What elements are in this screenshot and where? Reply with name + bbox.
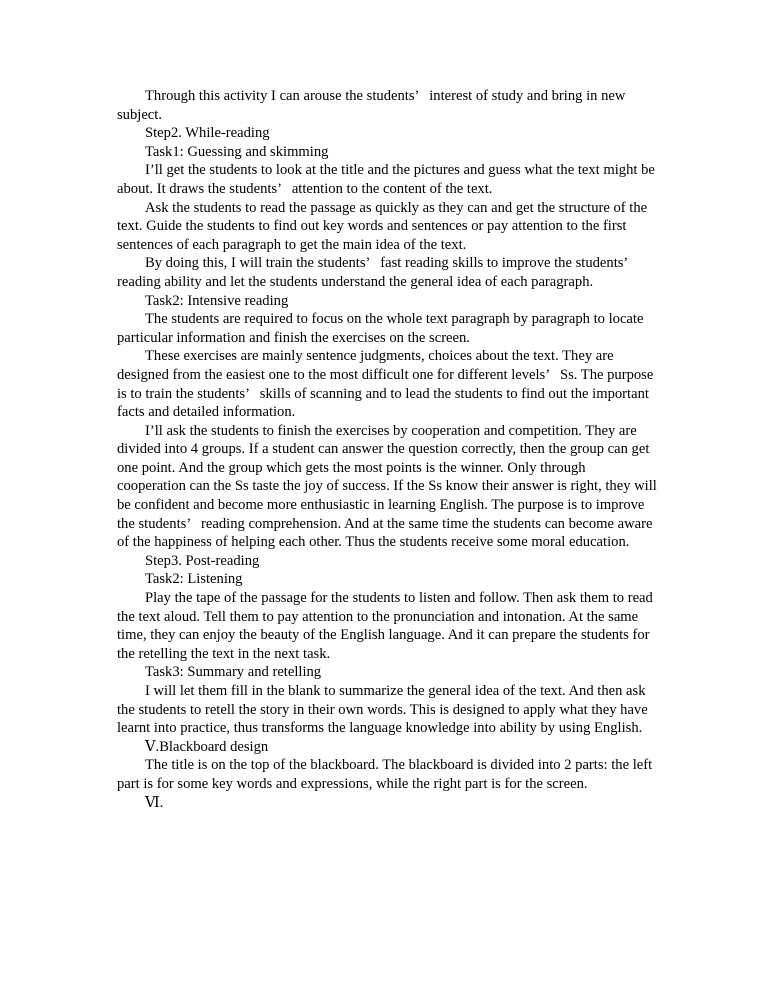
paragraph-read-quickly: Ask the students to read the passage as quickly as they can and get the structure of the text. Guide the students to find out key words and sentences or pay attention to the first sentences of each paragraph to get the main idea of the text. bbox=[117, 199, 651, 253]
heading-step3-post-reading: Step3. Post-reading bbox=[145, 552, 260, 569]
paragraph-summarize-retell: I will let them fill in the blank to summarize the general idea of the text. And then ask the students to retell the story in their own words. This is designed to apply what they have learnt into practice, thus transforms the language knowledge into ability by using English. bbox=[117, 683, 652, 737]
heading-task2-listening: Task2: Listening bbox=[145, 571, 243, 588]
paragraph-cooperation-competition: I’ll ask the students to finish the exercises by cooperation and competition. They are divided into 4 groups. If a student can answer the question correctly, then the group can get one point. And the group which gets the most points is the winner. Only through cooperation can the Ss taste the joy of success. If the Ss know their answer is right, they will be confident and become more enthusiastic in learning English. The purpose is to improve the students’ reading comprehension. And at the same time the students can become aware of the happiness of helping each other. Thus the students receive some moral education. bbox=[117, 422, 661, 551]
heading-task3-summary-retelling: Task3: Summary and retelling bbox=[145, 664, 322, 681]
heading-task2-intensive-reading: Task2: Intensive reading bbox=[145, 292, 289, 309]
paragraph-guess-title: I’ll get the students to look at the title and the pictures and guess what the text might be about. It draws the students’ attention to the content of the text. bbox=[117, 162, 659, 197]
paragraph-fast-reading-skills: By doing this, I will train the students’ fast reading skills to improve the students’ reading ability and let the students understand the general idea of each paragraph. bbox=[117, 255, 639, 290]
paragraph-blackboard-layout: The title is on the top of the blackboard. The blackboard is divided into 2 parts: the left part is for some key words and expressions, while the right part is for the screen. bbox=[117, 757, 656, 792]
document-body bbox=[117, 87, 661, 812]
paragraph-locate-information: The students are required to focus on the whole text paragraph by paragraph to locate particular information and finish the exercises on the screen. bbox=[117, 311, 648, 346]
heading-blackboard-design: Ⅴ.Blackboard design bbox=[145, 738, 269, 755]
heading-step2-while-reading: Step2. While-reading bbox=[145, 125, 270, 142]
heading-task1-guessing-skimming: Task1: Guessing and skimming bbox=[145, 143, 329, 160]
paragraph-exercises-description: These exercises are mainly sentence judgments, choices about the text. They are designed from the easiest one to the most difficult one for different levels’ Ss. The purpose is to train the students’ skills of scanning and to lead the students to find out the important facts and detailed information. bbox=[117, 348, 657, 421]
paragraph-activity-purpose: Through this activity I can arouse the students’ interest of study and bring in new subject. bbox=[117, 88, 630, 123]
heading-section-vi: Ⅵ. bbox=[145, 794, 164, 811]
paragraph-play-tape: Play the tape of the passage for the students to listen and follow. Then ask them to read the text aloud. Tell them to pay attention to the pronunciation and intonation. At the same time, they can enjoy the beauty of the English language. And it can prepare the students for the retelling the text in the next task. bbox=[117, 590, 657, 662]
